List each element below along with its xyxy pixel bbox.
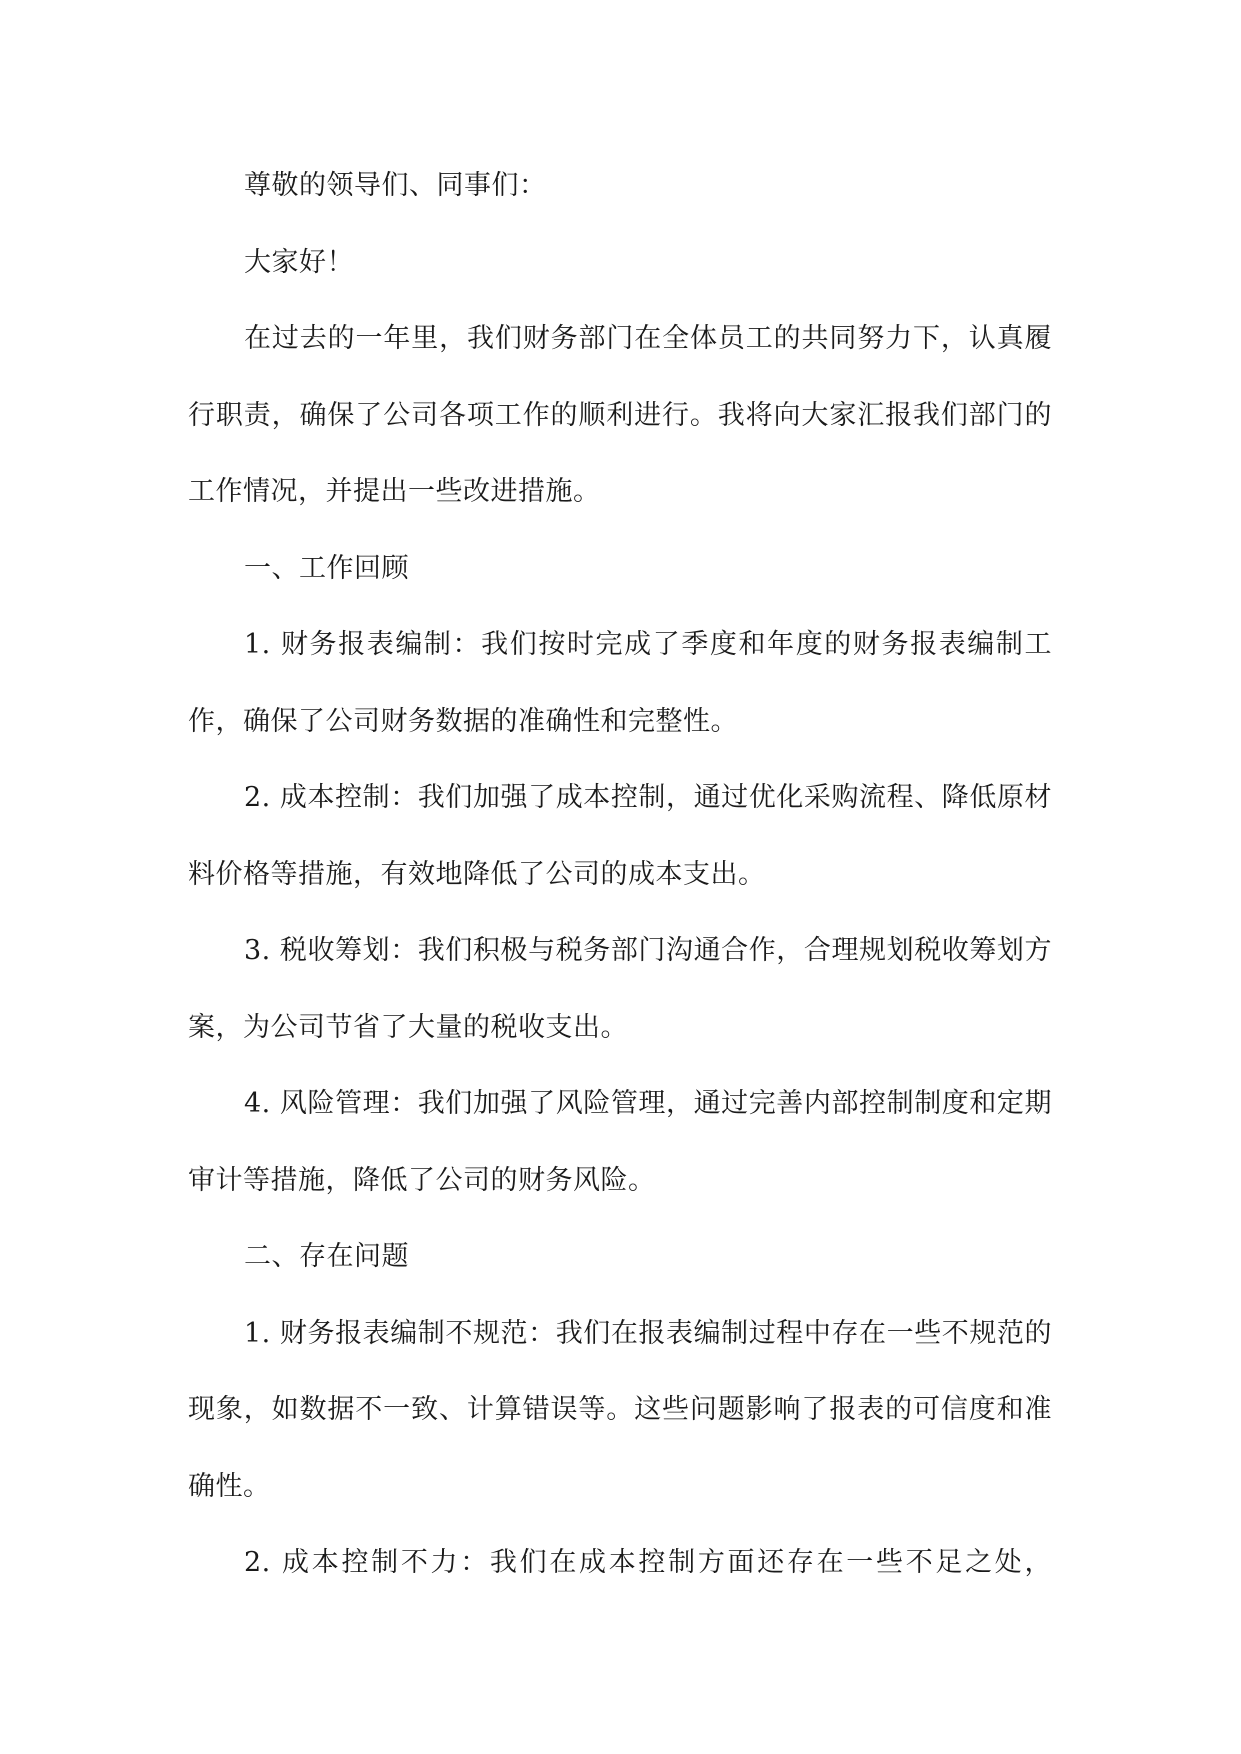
- review-item-1: 1. 财务报表编制：我们按时完成了季度和年度的财务报表编制工作，确保了公司财务数据的准确性和完整性。: [188, 629, 1052, 737]
- salutation: 尊敬的领导们、同事们：: [244, 170, 547, 201]
- greeting: 大家好！: [244, 246, 354, 278]
- review-item-4: 4. 风险管理：我们加强了风险管理，通过完善内部控制制度和定期审计等措施，降低了公司的财务风险。: [188, 1088, 1052, 1196]
- section-heading-issues: 二、存在问题: [244, 1241, 409, 1272]
- issue-item-2: 2. 成本控制不力：我们在成本控制方面还存在一些不足之处，: [244, 1547, 1052, 1578]
- issue-item-1: 1. 财务报表编制不规范：我们在报表编制过程中存在一些不规范的现象，如数据不一致、计算错误等。这些问题影响了报表的可信度和准确性。: [188, 1317, 1052, 1502]
- review-item-3: 3. 税收筹划：我们积极与税务部门沟通合作，合理规划税收筹划方案，为公司节省了大量的税收支出。: [188, 935, 1052, 1043]
- document-body: [188, 148, 1052, 1602]
- intro-paragraph: 在过去的一年里，我们财务部门在全体员工的共同努力下，认真履行职责，确保了公司各项工作的顺利进行。我将向大家汇报我们部门的工作情况，并提出一些改进措施。: [188, 323, 1052, 507]
- review-item-2: 2. 成本控制：我们加强了成本控制，通过优化采购流程、降低原材料价格等措施，有效地降低了公司的成本支出。: [188, 782, 1052, 890]
- section-heading-review: 一、工作回顾: [244, 552, 409, 584]
